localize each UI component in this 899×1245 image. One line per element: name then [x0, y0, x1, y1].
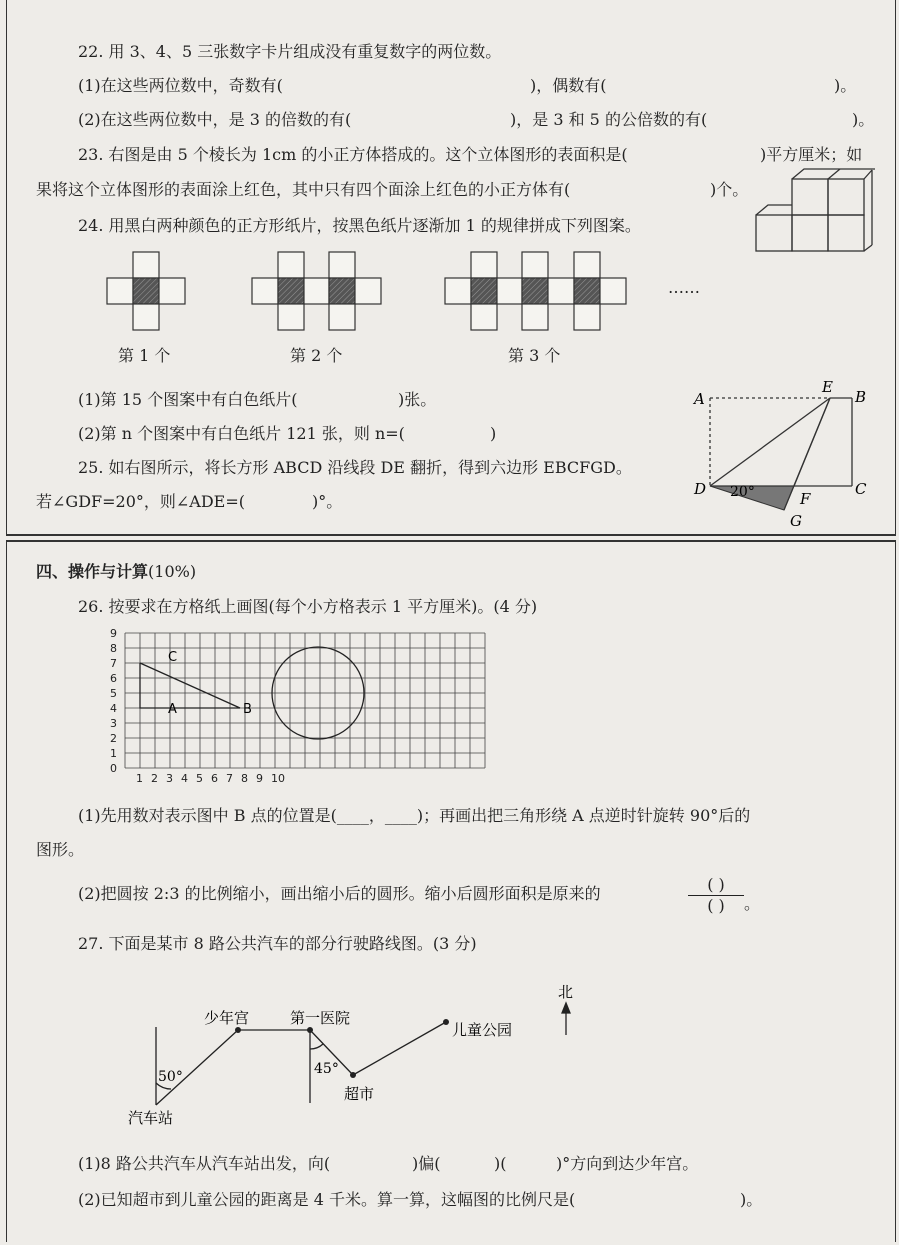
q26-fraction: [688, 876, 744, 915]
section4-pct: (10%): [148, 562, 197, 581]
pt-label-c: C: [168, 650, 178, 665]
q27-p1-a: (1)8 路公共汽车从汽车站出发，向(: [78, 1154, 331, 1173]
q24-label-1: 第 1 个: [118, 346, 171, 365]
fig-label-g: G: [790, 512, 802, 530]
fig-angle-20: 20°: [730, 484, 755, 500]
x-tick-label: 8: [241, 772, 248, 785]
angle-50: 50°: [158, 1069, 183, 1085]
q24-tile-patterns: [100, 250, 720, 335]
x-tick-label: 10: [271, 772, 285, 785]
q22-p2-a: (2)在这些两位数中，是 3 的倍数的有(: [78, 110, 352, 129]
q26-p2-a: (2)把圆按 2:3 的比例缩小，画出缩小后的圆形。缩小后圆形面积是原来的: [78, 884, 601, 903]
q25-line2-b: )°。: [312, 492, 343, 511]
x-tick-label: 9: [256, 772, 263, 785]
q24-label-2: 第 2 个: [290, 346, 343, 365]
q23-line1-a: 23. 右图是由 5 个棱长为 1cm 的小正方体搭成的。这个立体图形的表面积是(: [78, 145, 628, 164]
q22-p1-c: )。: [834, 76, 857, 95]
q24-ellipsis: ……: [668, 278, 700, 297]
x-tick-label: 6: [211, 772, 218, 785]
x-tick-label: 2: [151, 772, 158, 785]
x-tick-label: 7: [226, 772, 233, 785]
y-tick-label: 3: [110, 717, 117, 730]
q24-label-3: 第 3 个: [508, 346, 561, 365]
q27-route-map: [120, 975, 600, 1135]
section4-title-text: 四、操作与计算: [36, 562, 149, 581]
q22-stem: 22. 用 3、4、5 三张数字卡片组成没有重复数字的两位数。: [78, 42, 502, 61]
x-tick-label: 5: [196, 772, 203, 785]
q23-line1-b: )平方厘米；如: [760, 145, 863, 164]
pt-label-a: A: [168, 702, 177, 717]
q24-p1-a: (1)第 15 个图案中有白色纸片(: [78, 390, 298, 409]
q27-p2-b: )。: [740, 1190, 763, 1209]
q27-p2-a: (2)已知超市到儿童公园的距离是 4 千米。算一算，这幅图的比例尺是(: [78, 1190, 576, 1209]
x-tick-label: 1: [136, 772, 143, 785]
q26-stem: 26. 按要求在方格纸上画图(每个小方格表示 1 平方厘米)。(4 分): [78, 597, 538, 616]
stop-market: 超市: [344, 1085, 375, 1103]
y-tick-label: 6: [110, 672, 117, 685]
q23-line2-a: 果将这个立体图形的表面涂上红色，其中只有四个面涂上红色的小正方体有(: [36, 180, 571, 199]
q26-p1-a: (1)先用数对表示图中 B 点的位置是(____，____)；再画出把三角形绕 A 点逆时针旋转 90°后的: [78, 806, 751, 825]
y-tick-label: 8: [110, 642, 117, 655]
x-tick-label: 3: [166, 772, 173, 785]
q22-p1-b: )，偶数有(: [530, 76, 607, 95]
y-tick-label: 9: [110, 627, 117, 640]
q25-fold-figure: [690, 378, 885, 533]
y-tick-label: 4: [110, 702, 117, 715]
q26-p1-b: 图形。: [36, 840, 85, 859]
q22-p2-c: )。: [852, 110, 875, 129]
stop-hospital: 第一医院: [290, 1009, 351, 1027]
q25-line1: 25. 如右图所示，将长方形 ABCD 沿线段 DE 翻折，得到六边形 EBCFGD。: [78, 458, 632, 477]
q27-stem: 27. 下面是某市 8 路公共汽车的部分行驶路线图。(3 分): [78, 934, 477, 953]
fraction-denominator: ( ): [707, 896, 725, 915]
pt-label-b: B: [243, 702, 252, 717]
fig-label-a: A: [694, 390, 705, 408]
q24-p2-b: ): [490, 424, 497, 443]
cube-figure: [750, 165, 875, 260]
q24-p2-a: (2)第 n 个图案中有白色纸片 121 张，则 n=(: [78, 424, 405, 443]
y-tick-label: 0: [110, 762, 117, 775]
stop-palace: 少年宫: [204, 1009, 250, 1027]
fig-label-f: F: [800, 490, 811, 508]
y-tick-label: 1: [110, 747, 117, 760]
fraction-numerator: ( ): [707, 875, 725, 894]
angle-45: 45°: [314, 1061, 339, 1077]
stop-park: 儿童公园: [452, 1021, 513, 1039]
fig-label-c: C: [855, 480, 867, 498]
q24-p1-b: )张。: [398, 390, 437, 409]
q25-line2-a: 若∠GDF=20°，则∠ADE=(: [36, 492, 246, 511]
q23-line2-b: )个。: [710, 180, 749, 199]
q26-grid-figure: [100, 625, 500, 785]
y-tick-label: 7: [110, 657, 117, 670]
north-label: 北: [558, 983, 574, 1001]
x-tick-label: 4: [181, 772, 188, 785]
q27-p1-d: )°方向到达少年宫。: [556, 1154, 699, 1173]
fig-label-b: B: [855, 388, 867, 406]
q22-p2-b: )，是 3 和 5 的公倍数的有(: [510, 110, 708, 129]
q27-p1-b: )偏(: [412, 1154, 441, 1173]
q26-p2-end: 。: [744, 894, 761, 913]
stop-bus: 汽车站: [128, 1109, 174, 1127]
fig-label-e: E: [822, 378, 833, 396]
y-tick-label: 5: [110, 687, 117, 700]
y-tick-label: 2: [110, 732, 117, 745]
fig-label-d: D: [694, 480, 707, 498]
q24-stem: 24. 用黑白两种颜色的正方形纸片，按黑色纸片逐渐加 1 的规律拼成下列图案。: [78, 216, 641, 235]
q22-p1-a: (1)在这些两位数中，奇数有(: [78, 76, 283, 95]
q27-p1-c: )(: [494, 1154, 507, 1173]
section4-title: [36, 562, 196, 582]
